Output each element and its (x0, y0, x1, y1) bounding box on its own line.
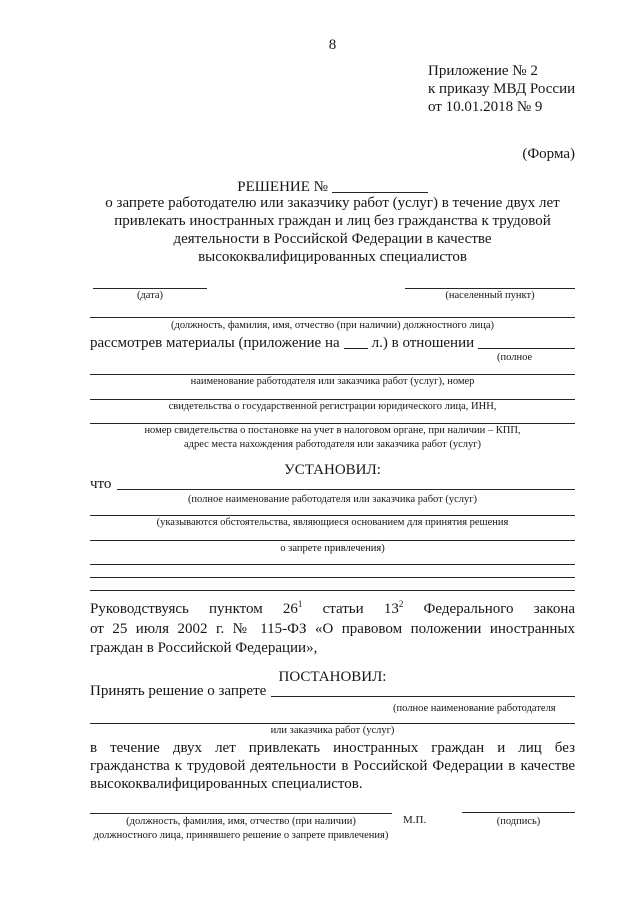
decision-subtitle-line-1: о запрете работодателю или заказчику работ (услуг) в течение двух лет (105, 195, 560, 211)
legal-basis-line-3: граждан в Российской Федерации», (90, 640, 318, 656)
circumstances-line-4 (90, 577, 575, 578)
established-employer-line (117, 489, 575, 490)
review-text-before: рассмотрев материалы (приложение на (90, 335, 340, 351)
employer-line-2 (90, 399, 575, 400)
appendix-line-3: от 10.01.2018 № 9 (428, 99, 543, 115)
legal-basis-sup-2: 2 (398, 599, 404, 609)
circumstances-line-2 (90, 540, 575, 541)
resolved-text-line-3: высококвалифицированных специалистов. (90, 776, 363, 792)
official-caption: (должность, фамилия, имя, отчество (при наличии) должностного лица) (170, 320, 495, 331)
official-signature-name-line (90, 813, 392, 814)
circumstances-line-5 (90, 590, 575, 591)
signature-line (462, 812, 575, 813)
resolved-text-line-1: в течение двух лет привлекать иностранных граждан и лиц без (90, 740, 575, 756)
pages-count-line (344, 348, 368, 349)
established-row (90, 475, 575, 493)
page-number: 8 (328, 37, 337, 53)
resolved-lead: Принять решение о запрете (90, 683, 267, 699)
resolved-text-line-2: гражданства к трудовой деятельности в Российской Федерации в качестве (90, 758, 575, 774)
resolved-employer-line-2 (90, 723, 575, 724)
legal-basis-line-1 (90, 600, 575, 618)
established-heading: УСТАНОВИЛ: (284, 462, 381, 478)
resolved-caption-2: или заказчика работ (услуг) (270, 725, 395, 736)
decision-number-line (332, 192, 428, 193)
resolved-caption-1: (полное наименование работодателя (393, 703, 556, 714)
established-caption-3: о запрете привлечения) (280, 543, 385, 554)
employer-caption-3: номер свидетельства о постановке на учет в налоговом органе, при наличии – КПП, (144, 425, 521, 436)
appendix-line-2: к приказу МВД России (428, 81, 576, 97)
date-field-line (93, 288, 207, 289)
place-caption: (населенный пункт) (445, 290, 535, 301)
decision-heading-text: РЕШЕНИЕ № (237, 179, 328, 195)
signature-caption: (подпись) (496, 816, 541, 827)
employer-caption-1: наименование работодателя или заказчика работ (услуг), номер (190, 376, 475, 387)
legal-basis-sup-1: 1 (297, 599, 303, 609)
employer-caption-start: (полное (497, 352, 533, 363)
legal-basis-text-c: Федерального закона (423, 601, 575, 617)
appendix-line-1: Приложение № 2 (428, 63, 538, 79)
decision-subtitle-line-4: высококвалифицированных специалистов (198, 249, 467, 265)
resolved-employer-line (271, 696, 575, 697)
decision-subtitle-line-3: деятельности в Российской Федерации в качестве (173, 231, 492, 247)
seal-label: М.П. (403, 814, 427, 826)
review-text-after: л.) в отношении (371, 335, 475, 351)
form-label: (Форма) (522, 146, 575, 162)
established-caption-1: (полное наименование работодателя или заказчика работ (услуг) (187, 494, 478, 505)
resolved-heading: ПОСТАНОВИЛ: (278, 669, 387, 685)
legal-basis-text-b: статьи 13 (322, 601, 399, 617)
official-field-line (90, 317, 575, 318)
employer-line-3 (90, 423, 575, 424)
signature-official-caption-1: (должность, фамилия, имя, отчество (при наличии) (126, 816, 356, 827)
established-lead: что (90, 476, 112, 492)
employer-name-line (478, 348, 575, 349)
date-caption: (дата) (136, 290, 164, 301)
circumstances-line-3 (90, 564, 575, 565)
decision-subtitle-line-2: привлекать иностранных граждан и лиц без гражданства к трудовой (114, 213, 551, 229)
legal-basis-text-a: Руководствуясь пунктом 26 (90, 601, 298, 617)
employer-caption-4: адрес места нахождения работодателя или заказчика работ (услуг) (183, 439, 482, 450)
employer-caption-2: свидетельства о государственной регистрации юридического лица, ИНН, (168, 401, 497, 412)
established-caption-2: (указываются обстоятельства, являющиеся основанием для принятия решения (156, 517, 509, 528)
circumstances-line-1 (90, 515, 575, 516)
place-field-line (405, 288, 575, 289)
employer-line-1 (90, 374, 575, 375)
resolved-row (90, 682, 575, 700)
legal-basis-line-2: от 25 июля 2002 г. № 115-ФЗ «О правовом положении иностранных (90, 621, 575, 637)
signature-official-caption-2: должностного лица, принявшего решение о запрете привлечения) (93, 830, 389, 841)
review-row (90, 334, 575, 352)
